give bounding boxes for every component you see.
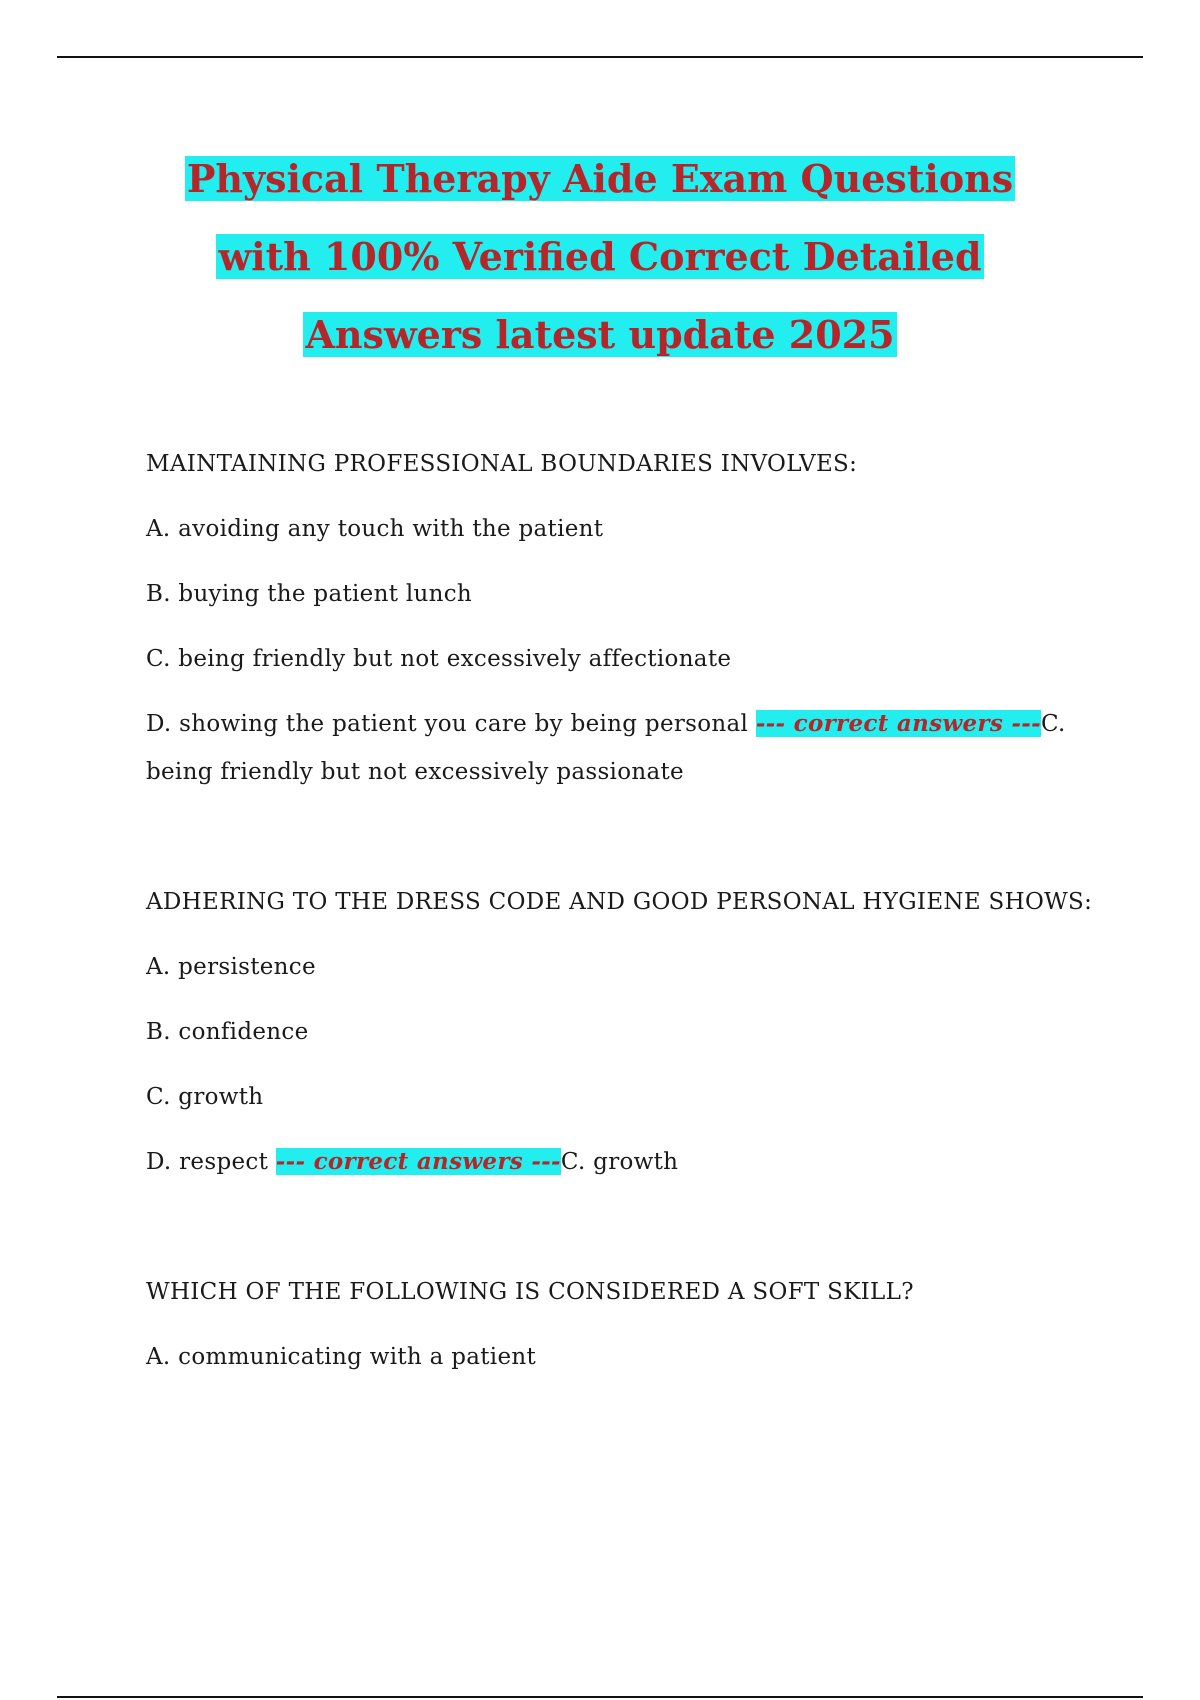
question-text: WHICH OF THE FOLLOWING IS CONSIDERED A SOFT SKILL? (146, 1279, 914, 1305)
correct-answer: C. being friendly but not excessively passionate (146, 711, 1066, 785)
title-line-1: Physical Therapy Aide Exam Questions (186, 156, 1014, 201)
option-b: B. buying the patient lunch (146, 581, 473, 607)
spacer (146, 813, 1106, 878)
top-rule (57, 56, 1143, 58)
question-block-2 (146, 878, 1106, 1186)
title-line-3: Answers latest update 2025 (305, 312, 895, 357)
correct-answer-marker: --- correct answers --- (275, 1148, 561, 1175)
option-c: C. being friendly but not excessively affectionate (146, 646, 732, 672)
document-title (100, 140, 1100, 374)
question-text: MAINTAINING PROFESSIONAL BOUNDARIES INVOLVES: (146, 451, 858, 477)
bottom-rule (57, 1696, 1143, 1698)
question-block-3 (146, 1268, 1106, 1381)
question-text: ADHERING TO THE DRESS CODE AND GOOD PERSONAL HYGIENE SHOWS: (146, 889, 1093, 915)
question-list (146, 440, 1106, 1398)
option-d-with-answer (146, 700, 1106, 796)
correct-answer-marker: --- correct answers --- (755, 710, 1041, 737)
correct-answer: C. growth (560, 1149, 679, 1175)
question-block-1 (146, 440, 1106, 796)
option-b: B. confidence (146, 1019, 309, 1045)
option-d: D. showing the patient you care by being personal (146, 711, 749, 737)
option-d: D. respect (146, 1149, 269, 1175)
option-c: C. growth (146, 1084, 264, 1110)
spacer (146, 1203, 1106, 1268)
title-line-2: with 100% Verified Correct Detailed (218, 234, 982, 279)
option-a: A. avoiding any touch with the patient (146, 516, 604, 542)
option-a: A. persistence (146, 954, 316, 980)
option-d-with-answer (146, 1138, 1106, 1186)
option-a: A. communicating with a patient (146, 1344, 537, 1370)
